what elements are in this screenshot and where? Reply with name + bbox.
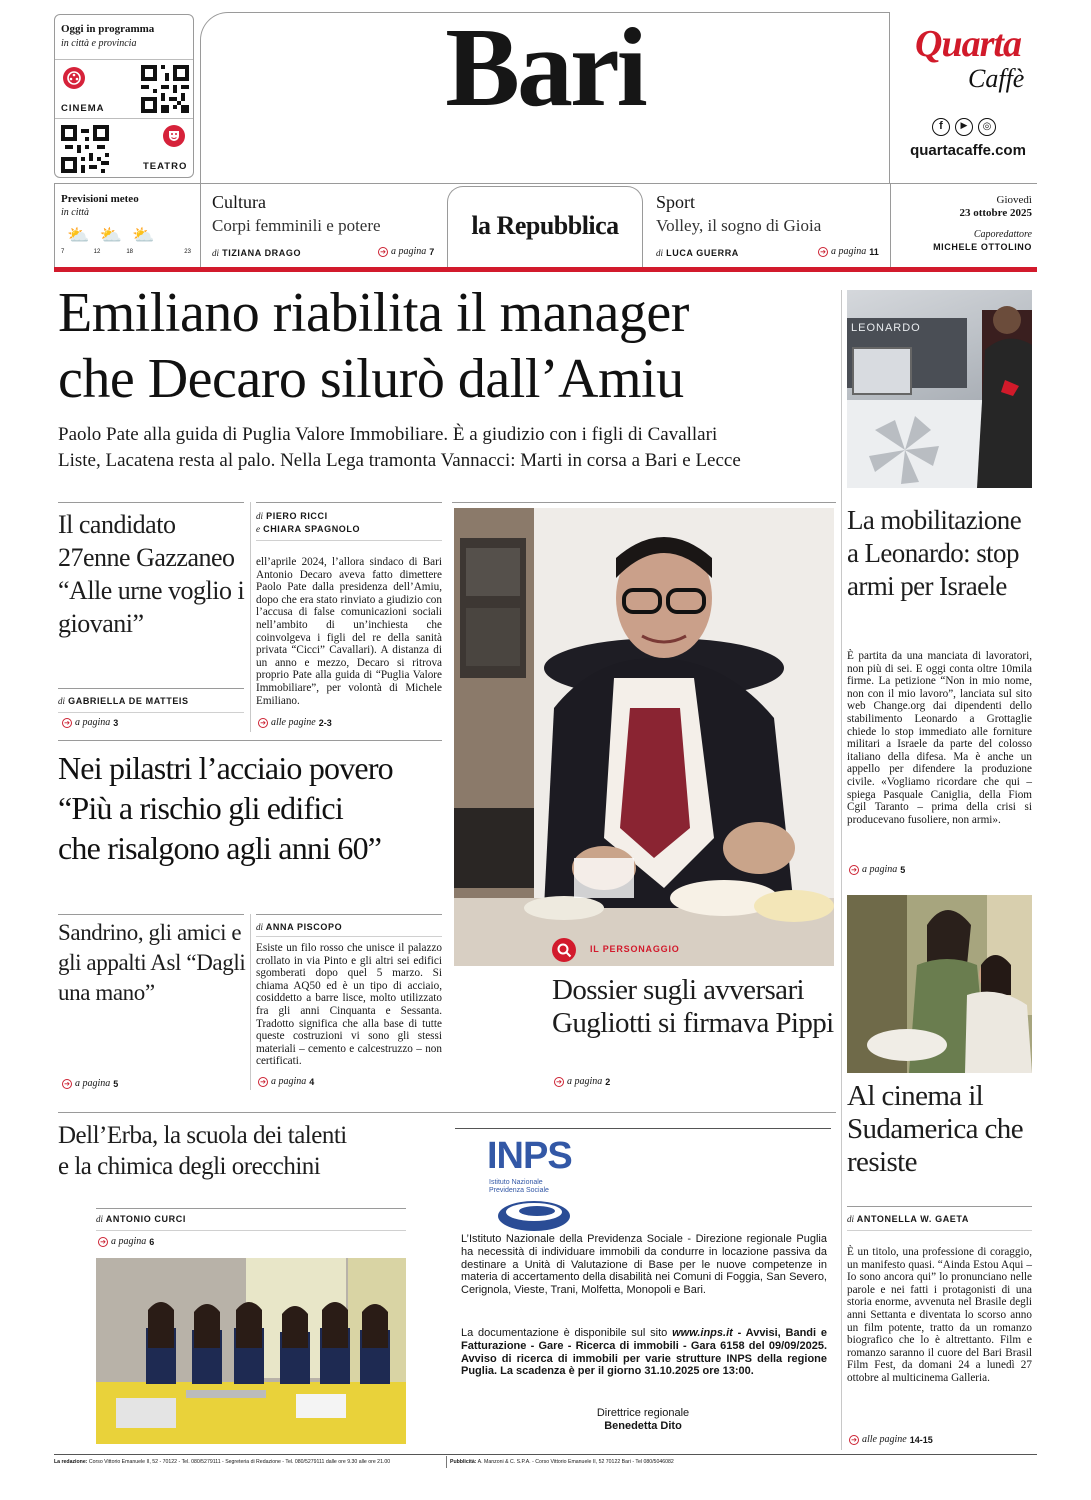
pilastri-headline-line: Nei pilastri l’acciaio povero [58,750,393,786]
partly-cloudy-icon: ⛅ [132,225,155,246]
lead-subhead [58,422,838,474]
inps-text-2-bold: - Avvisi, Bandi e Fatturazione - Gare - Ricerca di immobili - Gara 6158 del 09/09/2025. Avviso di ricerca di immobili per varie strutture INPS della regione Puglia. La scadenza è per il giorno 31.10.2025 ore 13:00. [461,1327,828,1378]
footer-redazione-label: La redazione: [54,1459,88,1465]
brand-site[interactable]: quartacaffe.com [910,142,1026,159]
meteo-strip [61,223,191,257]
cultura-page-ref[interactable] [378,246,434,257]
arrow-right-icon: ➔ [554,1077,564,1087]
personaggio-photo [454,508,834,966]
footer-pubblicita-text: A. Manzoni & C. S.P.A. - Corso Vittorio Emanuele II, 52 70122 Bari - Tel 080/5046082 [477,1459,674,1465]
inps-text-1: L’Istituto Nazionale della Previdenza Sociale - Direzione regionale Puglia ha necessità di individuare immobili da condurre in locazione passiva da destinare a Unità di Valutazione di Base per le nuove competenze in materia di accertamento della disabilità nei Comuni di Foggia, San Severo, Cerignola, Vieste, Trani, Molfetta, Monopoli e Bari. [461,1233,827,1297]
lead-headline-line: Emiliano riabilita il manager [58,282,689,344]
arrow-right-icon: ➔ [98,1237,108,1247]
page-ref-text: a pagina [391,246,427,257]
social-icons [932,118,996,136]
lead-page-ref[interactable] [258,717,332,728]
meteo-hour: 18 [126,249,133,255]
cinema-photo [847,895,1032,1073]
byline-di: di [212,248,220,258]
pilastri-page-ref[interactable] [258,1076,314,1087]
facebook-icon[interactable]: f [932,118,950,136]
footer-redazione [54,1459,444,1465]
program-box [54,14,194,178]
arrow-right-icon: ➔ [62,1079,72,1089]
page-ref-text: a pagina [75,1078,111,1089]
cinema-headline[interactable]: Al cinema il Sudamerica che resiste [847,1080,1023,1178]
inps-text-2-prefix: La documentazione è disponibile sul sito [461,1327,673,1339]
newspaper-tab [447,186,643,267]
arrow-right-icon: ➔ [62,718,72,728]
teatro-label: TEATRO [143,161,188,172]
dellerba-page-ref[interactable] [98,1236,154,1247]
brand-logo: Quarta [915,23,1021,65]
page-ref-number: 11 [869,246,879,257]
pilastri-headline-line: “Più a rischio gli edifici [58,790,343,826]
page-ref-number: 3 [113,717,119,728]
page-ref-text: a pagina [75,717,111,728]
footer-pubblicita [450,1459,830,1465]
arrow-right-icon: ➔ [378,247,388,257]
lead-headline[interactable] [58,280,838,412]
page-ref-number: 7 [429,246,435,257]
dellerba-author: ANTONIO CURCI [105,1214,186,1224]
lead-body: ell’aprile 2024, l’allora sindaco di Bari Antonio Decaro aveva fatto dimettere Paolo Pate dalla presidenza dell’Amiu, dopo che era stato rinviato a giudizio con l’accusa di false comunicazioni sociali nell’ambito di un’inchiesta che coinvolgeva i figli del re della sanità privata “Cicci” Cavallari). A distanza di un anno e mezzo, Decaro si ritrova proprio Pate alla guida di “Puglia Valore Immobiliare”, per volontà di Michele Emiliano. [256,556,442,707]
lead-subhead-line: Paolo Pate alla guida di Puglia Valore Immobiliare. È a giudizio con i figli di Cavallari [58,424,718,445]
program-subtitle: in città e provincia [61,38,137,49]
page-ref-text: alle pagine [271,717,316,728]
page-ref-number: 5 [113,1078,119,1089]
pilastri-body: Esiste un filo rosso che unisce il palazzo crollato in via Pinto e gli altri sei edifici sgomberati dopo quel 5 marzo. Si chiama AQ50 ed è un tipo di acciaio, cosiddetto a barre lisce, molto utilizzato fra gli anni Cinquanta e Sessanta. Tradotto significa che alla base di tutte queste costruzioni vi sono gli stessi materiali – cemento e calcestruzzo – non certificati. [256,942,442,1068]
inps-logo-sub-line: Istituto Nazionale [489,1179,543,1186]
leonardo-headline[interactable]: La mobilitazione a Leonardo: stop armi per Israele [847,505,1022,601]
sport-byline [656,248,739,258]
lead-author-1: PIERO RICCI [266,511,328,521]
lead-author-2: CHIARA SPAGNOLO [263,524,361,534]
cinema-author: ANTONELLA W. GAETA [856,1214,969,1224]
film-reel-icon [63,67,85,89]
personaggio-kicker: IL PERSONAGGIO [590,944,680,954]
cinema-label: CINEMA [61,103,105,114]
issue-day: Giovedì [996,194,1032,206]
cinema-byline [847,1214,969,1224]
dellerba-photo [96,1258,406,1444]
meteo-subtitle: in città [61,207,90,218]
cultura-headline: Corpi femminili e potere [212,216,381,235]
gazzaneo-headline[interactable]: Il candidato 27enne Gazzaneo “Alle urne voglio i giovani” [58,510,245,638]
cultura-author: TIZIANA DRAGO [222,248,302,258]
partly-cloudy-icon: ⛅ [67,225,90,246]
arrow-right-icon: ➔ [849,1435,859,1445]
cultura-section: Cultura [212,192,266,212]
pilastri-author: ANNA PISCOPO [265,922,343,932]
arrow-right-icon: ➔ [849,865,859,875]
arrow-right-icon: ➔ [258,718,268,728]
page-ref-number: 6 [149,1236,155,1247]
inps-signature-role: Direttrice regionale [596,1407,690,1419]
magnifier-icon [552,938,576,962]
masthead-title: Bari [445,6,645,130]
inps-logo-sub [489,1179,549,1195]
meteo-slot [126,223,158,257]
sport-page-ref[interactable] [818,246,879,257]
byline-di: di [256,922,264,932]
brand-ad[interactable] [898,22,1038,172]
leonardo-body: È partita da una manciata di lavoratori, non più di sei. E oggi conta oltre 10mila firme. La petizione “Non in mio nome, non con il mio lavoro”, lanciata sul sito web Change.org dai dipendenti dello stabilimento Leonardo a Grottaglie chiede lo stop immediato alle forniture militari a Israele da parte del colosso italiano della difesa. Ma è anche un appello per difendere la produzione civile. «Vogliamo ricordare che qui – spiega Pasquale Caniglia, della Fiom Cgil Taranto – prima della crisi si producevano fusoliere, non armi». [847,650,1032,826]
meteo-slot [94,223,126,257]
inps-logo-sub-line: Previdenza Sociale [489,1187,549,1194]
program-title: Oggi in programma [61,23,155,35]
page-ref-text: a pagina [567,1076,603,1087]
dellerba-headline-line: e la chimica degli orecchini [58,1153,321,1180]
inps-ad[interactable] [455,1128,831,1444]
gazzaneo-byline [58,696,189,706]
teatro-qr-code[interactable] [61,125,109,173]
arrow-right-icon: ➔ [258,1077,268,1087]
dellerba-byline [96,1214,186,1224]
personaggio-headline[interactable] [552,974,842,1040]
page-ref-text: a pagina [271,1076,307,1087]
arrow-right-icon: ➔ [818,247,828,257]
pilastri-headline-line: che risalgono agli anni 60” [58,830,382,866]
newspaper-name: la Repubblica [471,211,619,240]
pilastri-headline[interactable] [58,748,448,868]
meteo-slot [159,223,191,257]
partly-cloudy-icon: ⛅ [99,225,123,246]
sport-teaser[interactable] [656,190,886,264]
byline-di: di [847,1214,855,1224]
instagram-icon[interactable]: ◎ [978,118,996,136]
date-box [896,194,1032,264]
inps-signature-name: Benedetta Dito [604,1420,682,1432]
gazzaneo-author: GABRIELLA DE MATTEIS [68,696,189,706]
editor-role: Caporedattore [973,229,1032,240]
sport-headline: Volley, il sogno di Gioia [656,216,822,235]
cultura-byline [212,248,301,258]
page-ref-text: a pagina [862,864,898,875]
byline-e: e [256,524,260,534]
personaggio-page-ref[interactable] [554,1076,610,1087]
youtube-icon[interactable]: ▶ [955,118,973,136]
page-ref-number: 14-15 [909,1434,933,1445]
leonardo-photo [847,290,1032,488]
leonardo-sign: LEONARDO [851,322,921,334]
cinema-body: È un titolo, una professione di coraggio, un manifesto quasi. “Ainda Estou Aqui – Io sono ancora qui” lo pronunciano nelle parole e nei fatti i protagonisti di una storia enorme, avvenuta nel Brasile degli anni Settanta e diventata lo scorso anno un film potente, tratto da un romanzo biografico che lo è altrettanto. Film e romanzo saranno il cuore del Bari Brasil Film Fest, da domani 24 a lunedì 27 ottobre al multicinema Galleria. [847,1246,1032,1384]
page-ref-number: 2 [605,1076,611,1087]
brand-logo-sub: Caffè [968,64,1025,93]
masthead-divider-red [54,267,1037,272]
inps-logo: INPS [487,1135,572,1177]
byline-di: di [96,1214,104,1224]
byline-di: di [256,511,264,521]
page-ref-text: a pagina [111,1236,147,1247]
meteo-hour: 12 [93,249,101,255]
inps-emblem-icon [495,1199,573,1233]
cultura-teaser[interactable] [212,190,442,264]
page-ref-number: 2-3 [318,717,332,728]
sandrino-page-ref[interactable] [62,1078,118,1089]
meteo-box [54,183,194,267]
page-ref-text: alle pagine [862,1434,907,1445]
sport-author: LUCA GUERRA [666,248,739,258]
lead-byline [256,510,360,536]
byline-di: di [58,696,66,706]
dellerba-headline[interactable] [58,1120,448,1182]
editor-name: MICHELE OTTOLINO [933,242,1032,252]
byline-di: di [656,248,664,258]
cinema-qr-code[interactable] [141,65,189,113]
page-ref-text: a pagina [831,246,867,257]
inps-signature [455,1407,831,1433]
lead-headline-line: che Decaro silurò dall’Amiu [58,348,684,410]
leonardo-page-ref[interactable] [849,864,905,875]
footer-redazione-text: Corso Vittorio Emanuele II, 52 - 70122 - Tel. 080/5279111 - Segreteria di Redazione - Tel. 080/5279111 dalle ore 9.30 alle ore 21.00 [88,1459,391,1465]
page-ref-number: 5 [900,864,906,875]
cinema-page-ref[interactable] [849,1434,933,1445]
dellerba-headline-line: Dell’Erba, la scuola dei talenti [58,1122,347,1149]
meteo-title: Previsioni meteo [61,193,139,205]
inps-site-link[interactable]: www.inps.it [672,1327,733,1339]
sandrino-headline[interactable]: Sandrino, gli amici e gli appalti Asl “Dagli una mano” [58,920,246,1005]
lead-subhead-line: Liste, Lacatena resta al palo. Nella Lega tramonta Vannacci: Marti in corsa a Bari e Lecce [58,450,741,471]
personaggio-headline-line: Gugliotti si firmava Pippi [552,1007,834,1039]
personaggio-headline-line: Dossier sugli avversari [552,974,804,1006]
pilastri-byline [256,922,342,932]
footer-pubblicita-label: Pubblicità: [450,1459,477,1465]
sport-section: Sport [656,192,696,212]
gazzaneo-page-ref[interactable] [62,717,118,728]
meteo-hour: 7 [61,249,65,255]
theater-masks-icon [163,125,185,147]
issue-date: 23 ottobre 2025 [959,207,1032,219]
meteo-hour: 23 [184,249,191,255]
inps-text-2 [461,1327,827,1378]
page-ref-number: 4 [309,1076,315,1087]
meteo-slot [61,223,93,257]
